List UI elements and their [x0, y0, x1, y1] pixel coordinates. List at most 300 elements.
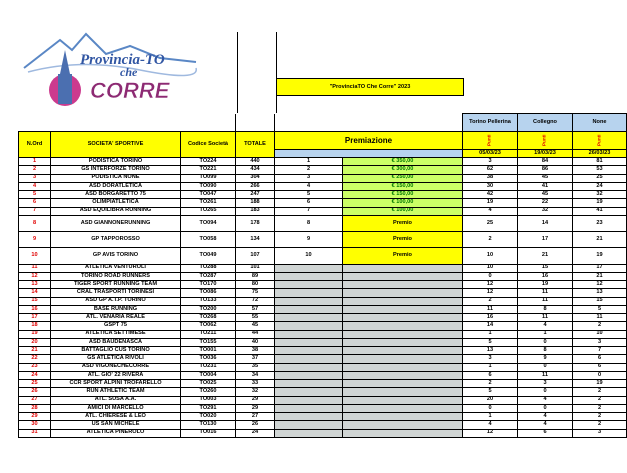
row-number: 15 [19, 297, 51, 305]
row-number: 25 [19, 380, 51, 388]
col-societa: SOCIETA' SPORTIVE [51, 132, 181, 158]
points-race-1: 12 [463, 281, 518, 289]
team-code: TO221 [181, 166, 236, 174]
points-race-1: 2 [463, 297, 518, 305]
placement [275, 404, 343, 412]
header-empty [51, 114, 181, 132]
team-name: TORINO ROAD RUNNERS [51, 272, 181, 280]
points-race-2: 8 [518, 347, 573, 355]
col-nord: N.Ord [19, 132, 51, 158]
prize: € 150,00 [343, 191, 463, 199]
row-number: 14 [19, 289, 51, 297]
table-row [19, 297, 627, 305]
points-race-3: 0 [573, 371, 627, 379]
points-race-1: 42 [463, 191, 518, 199]
points-race-2: 0 [518, 338, 573, 346]
placement [275, 355, 343, 363]
team-code: TO025 [181, 380, 236, 388]
points-race-2: 16 [518, 272, 573, 280]
points-race-3: 21 [573, 232, 627, 248]
points-race-1: 5 [463, 338, 518, 346]
col-totale: TOTALE [236, 132, 275, 158]
team-code: TO086 [181, 289, 236, 297]
prize [343, 413, 463, 421]
team-code: TO170 [181, 281, 236, 289]
table-row [19, 314, 627, 322]
team-name: AMICI DI MARCELLO [51, 404, 181, 412]
placement [275, 421, 343, 429]
team-total: 29 [236, 396, 275, 404]
prize [343, 297, 463, 305]
team-code: TO001 [181, 347, 236, 355]
team-total: 57 [236, 305, 275, 313]
header-divider [276, 32, 277, 113]
points-race-2: 14 [518, 215, 573, 231]
team-name: ATL. CHIERESE & LEO [51, 413, 181, 421]
row-number: 23 [19, 363, 51, 371]
points-race-3: 24 [573, 182, 627, 190]
team-total: 434 [236, 166, 275, 174]
team-code: TO200 [181, 305, 236, 313]
table-row [19, 191, 627, 199]
points-race-1: 25 [463, 215, 518, 231]
team-name: ATL. GIO' 22 RIVERA [51, 371, 181, 379]
team-name: ASD GP A.T.P. TORINO [51, 297, 181, 305]
row-number: 16 [19, 305, 51, 313]
points-race-2: 22 [518, 199, 573, 207]
points-race-2: 0 [518, 363, 573, 371]
table-row [19, 363, 627, 371]
team-name: CRAL TRASPORTI TORINESI [51, 289, 181, 297]
team-code: TO130 [181, 421, 236, 429]
team-name: ASD VIGONECHECORRE [51, 363, 181, 371]
points-race-2: 9 [518, 355, 573, 363]
team-code: TO155 [181, 338, 236, 346]
table-row [19, 413, 627, 421]
team-code: TO291 [181, 404, 236, 412]
prize: € 100,00 [343, 207, 463, 215]
points-race-1: 4 [463, 421, 518, 429]
placement [275, 281, 343, 289]
team-code: TO062 [181, 322, 236, 330]
points-race-2: 6 [518, 429, 573, 437]
placement: 9 [275, 232, 343, 248]
points-race-1: 16 [463, 314, 518, 322]
points-race-3: 5 [573, 305, 627, 313]
team-name: GP TAPPOROSSO [51, 232, 181, 248]
placement: 10 [275, 248, 343, 264]
team-name: GP AVIS TORINO [51, 248, 181, 264]
prize [343, 429, 463, 437]
prize [343, 355, 463, 363]
points-race-2: 15 [518, 264, 573, 272]
points-race-1: 38 [463, 174, 518, 182]
points-race-3: 32 [573, 191, 627, 199]
points-race-2: 11 [518, 297, 573, 305]
team-total: 188 [236, 199, 275, 207]
row-number: 22 [19, 355, 51, 363]
placement [275, 429, 343, 437]
points-race-1: 62 [463, 166, 518, 174]
placement: 8 [275, 215, 343, 231]
table-row [19, 248, 627, 264]
prize: € 100,00 [343, 199, 463, 207]
points-race-2: 45 [518, 174, 573, 182]
team-code: TO004 [181, 371, 236, 379]
points-race-3: 3 [573, 429, 627, 437]
placement [275, 371, 343, 379]
points-race-2: 0 [518, 388, 573, 396]
table-row [19, 396, 627, 404]
table-row [19, 182, 627, 190]
placement [275, 338, 343, 346]
team-name: RUN ATHLETIC TEAM [51, 388, 181, 396]
points-race-3: 19 [573, 380, 627, 388]
team-total: 72 [236, 297, 275, 305]
points-race-1: 2 [463, 232, 518, 248]
points-race-3: 2 [573, 396, 627, 404]
prize [343, 347, 463, 355]
points-race-2: 4 [518, 396, 573, 404]
placement [275, 413, 343, 421]
team-total: 34 [236, 371, 275, 379]
prize [343, 338, 463, 346]
date-1: 05/03/23 [463, 150, 518, 158]
row-number: 6 [19, 199, 51, 207]
prize: € 350,00 [343, 158, 463, 166]
row-number: 20 [19, 338, 51, 346]
table-row [19, 388, 627, 396]
points-race-1: 10 [463, 248, 518, 264]
points-race-1: 3 [463, 158, 518, 166]
points-race-1: 12 [463, 429, 518, 437]
points-race-2: 11 [518, 371, 573, 379]
team-name: ASD DORATLETICA [51, 182, 181, 190]
row-number: 18 [19, 322, 51, 330]
table-row [19, 429, 627, 437]
points-race-2: 45 [518, 191, 573, 199]
points-race-2: 4 [518, 421, 573, 429]
team-name: OLIMPIATLETICA [51, 199, 181, 207]
points-race-2: 1 [518, 330, 573, 338]
placement: 6 [275, 199, 343, 207]
row-number: 27 [19, 396, 51, 404]
placement [275, 396, 343, 404]
points-race-3: 17 [573, 264, 627, 272]
team-name: CCR SPORT ALPINI TROFARELLO [51, 380, 181, 388]
logo-line1: Provincia-TO [80, 52, 165, 68]
row-number: 28 [19, 404, 51, 412]
header-empty [19, 114, 51, 132]
table-row [19, 281, 627, 289]
prize [343, 281, 463, 289]
team-name: ATL. SUSA A.A. [51, 396, 181, 404]
prize: Premio [343, 232, 463, 248]
logo-line3: CORRE [90, 78, 170, 103]
date-2: 19/03/23 [518, 150, 573, 158]
team-total: 35 [236, 363, 275, 371]
points-race-2: 86 [518, 166, 573, 174]
prize [343, 421, 463, 429]
race-none: None [573, 114, 627, 132]
points-race-1: 3 [463, 355, 518, 363]
team-total: 45 [236, 322, 275, 330]
placement [275, 297, 343, 305]
points-race-1: 1 [463, 363, 518, 371]
points-race-3: 13 [573, 289, 627, 297]
row-number: 8 [19, 215, 51, 231]
row-number: 9 [19, 232, 51, 248]
points-race-3: 41 [573, 207, 627, 215]
points-race-1: 13 [463, 347, 518, 355]
team-total: 247 [236, 191, 275, 199]
prize [343, 388, 463, 396]
table-row [19, 166, 627, 174]
team-total: 304 [236, 174, 275, 182]
team-code: TO133 [181, 297, 236, 305]
team-code: TO099 [181, 174, 236, 182]
placement [275, 330, 343, 338]
row-number: 31 [19, 429, 51, 437]
punti-label: Punti [463, 132, 518, 150]
points-race-3: 10 [573, 330, 627, 338]
team-code: TO047 [181, 191, 236, 199]
team-total: 37 [236, 355, 275, 363]
team-total: 55 [236, 314, 275, 322]
placement: 4 [275, 182, 343, 190]
placement [275, 380, 343, 388]
team-code: TO036 [181, 355, 236, 363]
team-total: 178 [236, 215, 275, 231]
placement [275, 314, 343, 322]
row-number: 4 [19, 182, 51, 190]
table-row [19, 355, 627, 363]
points-race-3: 11 [573, 314, 627, 322]
points-race-3: 2 [573, 413, 627, 421]
row-number: 2 [19, 166, 51, 174]
team-total: 40 [236, 338, 275, 346]
points-race-2: 4 [518, 322, 573, 330]
placement [275, 272, 343, 280]
prize: Premio [343, 215, 463, 231]
table-row [19, 289, 627, 297]
points-race-2: 11 [518, 289, 573, 297]
points-race-2: 84 [518, 158, 573, 166]
team-name: PODISTICA TORINO [51, 158, 181, 166]
points-race-1: 12 [463, 289, 518, 297]
table-row [19, 174, 627, 182]
points-race-3: 7 [573, 347, 627, 355]
points-race-3: 21 [573, 272, 627, 280]
team-code: TO058 [181, 232, 236, 248]
team-total: 107 [236, 248, 275, 264]
team-name: GSPT 75 [51, 322, 181, 330]
header-empty [275, 114, 463, 132]
row-number: 3 [19, 174, 51, 182]
points-race-3: 15 [573, 297, 627, 305]
row-number: 19 [19, 330, 51, 338]
points-race-3: 2 [573, 404, 627, 412]
points-race-1: 6 [463, 371, 518, 379]
row-number: 26 [19, 388, 51, 396]
points-race-2: 17 [518, 232, 573, 248]
prize: € 250,00 [343, 174, 463, 182]
placement [275, 388, 343, 396]
team-name: ATLETICA SETTIMESE [51, 330, 181, 338]
team-code: TO231 [181, 363, 236, 371]
prize [343, 322, 463, 330]
table-row [19, 338, 627, 346]
placement [275, 347, 343, 355]
row-number: 12 [19, 272, 51, 280]
table-row [19, 380, 627, 388]
row-number: 17 [19, 314, 51, 322]
team-code: TO016 [181, 429, 236, 437]
team-total: 134 [236, 232, 275, 248]
points-race-1: 10 [463, 264, 518, 272]
placement: 5 [275, 191, 343, 199]
row-number: 10 [19, 248, 51, 264]
points-race-2: 21 [518, 248, 573, 264]
points-race-1: 4 [463, 207, 518, 215]
points-race-1: 0 [463, 272, 518, 280]
row-number: 21 [19, 347, 51, 355]
prize [343, 396, 463, 404]
team-code: TO287 [181, 272, 236, 280]
points-race-1: 19 [463, 199, 518, 207]
team-name: ASD BAUDENASCA [51, 338, 181, 346]
team-name: ATL. VENARIA REALE [51, 314, 181, 322]
points-race-3: 19 [573, 199, 627, 207]
points-race-3: 12 [573, 281, 627, 289]
prize [343, 272, 463, 280]
table-row [19, 322, 627, 330]
ranking-table [18, 113, 627, 438]
prize: Premio [343, 248, 463, 264]
team-total: 266 [236, 182, 275, 190]
header-divider [237, 32, 238, 113]
prize [343, 363, 463, 371]
date-3: 26/03/23 [573, 150, 627, 158]
prize [343, 371, 463, 379]
points-race-2: 3 [518, 380, 573, 388]
table-row [19, 404, 627, 412]
table-row [19, 215, 627, 231]
team-name: TIGER SPORT RUNNING TEAM [51, 281, 181, 289]
team-total: 29 [236, 404, 275, 412]
placement [275, 363, 343, 371]
team-name: US SAN MICHELE [51, 421, 181, 429]
points-race-1: 20 [463, 396, 518, 404]
team-total: 27 [236, 413, 275, 421]
team-total: 440 [236, 158, 275, 166]
placement [275, 305, 343, 313]
points-race-1: 14 [463, 322, 518, 330]
team-code: TO090 [181, 182, 236, 190]
team-code: TO049 [181, 248, 236, 264]
points-race-1: 0 [463, 404, 518, 412]
table-row [19, 421, 627, 429]
points-race-3: 23 [573, 215, 627, 231]
points-race-2: 8 [518, 305, 573, 313]
row-number: 11 [19, 264, 51, 272]
placement: 1 [275, 158, 343, 166]
points-race-3: 2 [573, 388, 627, 396]
header-empty [236, 114, 275, 132]
table-row [19, 158, 627, 166]
points-race-3: 81 [573, 158, 627, 166]
points-race-2: 4 [518, 413, 573, 421]
logo-line2: che [120, 65, 138, 79]
team-code: TO020 [181, 413, 236, 421]
prize [343, 289, 463, 297]
points-race-3: 2 [573, 322, 627, 330]
points-race-2: 41 [518, 182, 573, 190]
points-race-1: 2 [463, 380, 518, 388]
col-premiazione: Premiazione [275, 132, 463, 150]
row-number: 7 [19, 207, 51, 215]
prize [343, 404, 463, 412]
race-collegno: Collegno [518, 114, 573, 132]
team-total: 89 [236, 272, 275, 280]
points-race-1: 1 [463, 330, 518, 338]
col-codice: Codice Società [181, 132, 236, 158]
team-name: ATLETICA VENTUROLI [51, 264, 181, 272]
prize [343, 380, 463, 388]
placement [275, 289, 343, 297]
points-race-3: 53 [573, 166, 627, 174]
team-code: TO211 [181, 330, 236, 338]
row-number: 30 [19, 421, 51, 429]
team-code: TO268 [181, 314, 236, 322]
prize [343, 314, 463, 322]
team-name: PODISTICA NONE [51, 174, 181, 182]
points-race-3: 3 [573, 338, 627, 346]
points-race-3: 6 [573, 363, 627, 371]
points-race-2: 0 [518, 404, 573, 412]
team-name: ATLETICA PINEROLO [51, 429, 181, 437]
prize [343, 330, 463, 338]
placement: 3 [275, 174, 343, 182]
team-total: 24 [236, 429, 275, 437]
team-code: TO003 [181, 396, 236, 404]
premiazione-band [275, 150, 463, 158]
prize [343, 305, 463, 313]
header-empty [181, 114, 236, 132]
table-row [19, 371, 627, 379]
team-code: TO224 [181, 158, 236, 166]
points-race-2: 32 [518, 207, 573, 215]
table-row [19, 347, 627, 355]
team-name: GS INTERFORZE TORINO [51, 166, 181, 174]
team-name: GS ATLETICA RIVOLI [51, 355, 181, 363]
row-number: 5 [19, 191, 51, 199]
team-code: TO288 [181, 264, 236, 272]
prize: € 150,00 [343, 182, 463, 190]
points-race-2: 19 [518, 281, 573, 289]
placement [275, 264, 343, 272]
team-total: 32 [236, 388, 275, 396]
table-row [19, 232, 627, 248]
points-race-1: 30 [463, 182, 518, 190]
points-race-2: 11 [518, 314, 573, 322]
team-total: 183 [236, 207, 275, 215]
team-total: 33 [236, 380, 275, 388]
team-total: 38 [236, 347, 275, 355]
team-name: ASD EQUILIBRA RUNNING [51, 207, 181, 215]
team-name: BATTAGLIO CUS TORINO [51, 347, 181, 355]
placement: 2 [275, 166, 343, 174]
